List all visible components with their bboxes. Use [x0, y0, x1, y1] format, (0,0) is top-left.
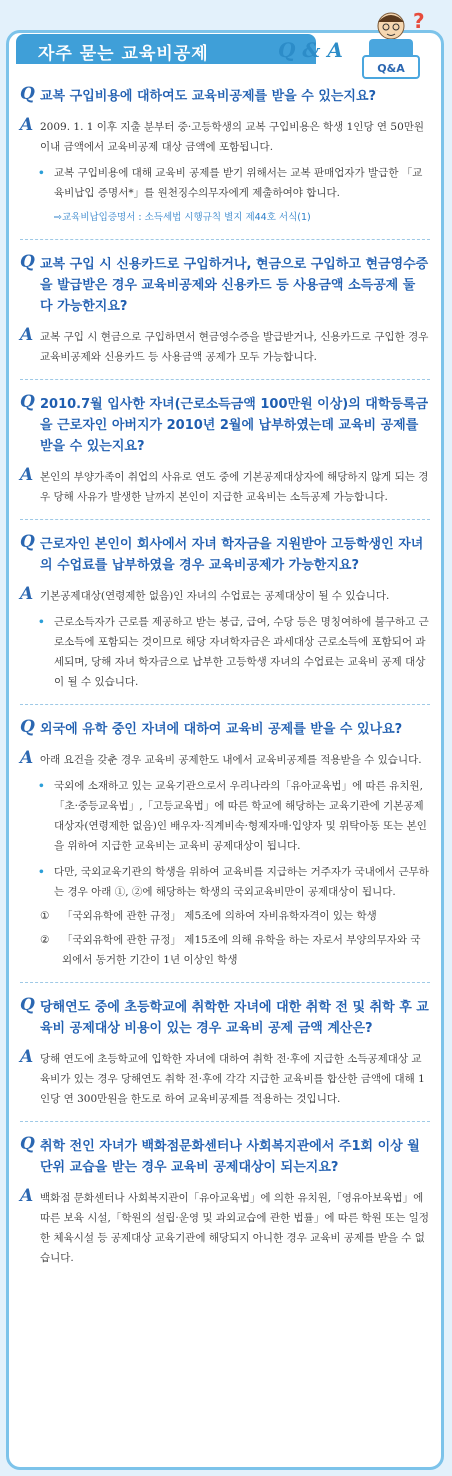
qa-label: Q & A [278, 38, 343, 62]
answer-mark: A [20, 584, 34, 604]
divider [20, 1121, 430, 1122]
answer-row [20, 467, 430, 507]
question-mark: Q [20, 252, 35, 272]
bullet-dot-icon: • [38, 866, 45, 878]
answer-bullet [34, 862, 430, 902]
bullet-dot-icon: • [38, 780, 45, 792]
qa-item [20, 394, 430, 507]
question-mark: Q [20, 995, 35, 1015]
question-mark: Q [20, 84, 35, 104]
qa-item [20, 719, 430, 970]
header-tab [16, 34, 316, 64]
answer-row [20, 117, 430, 157]
question-row [20, 254, 430, 317]
qa-list [20, 86, 430, 1268]
answer-row [20, 1049, 430, 1109]
answer-text: 교복 구입 시 현금으로 구입하면서 현금영수증을 발급받거나, 신용카드로 구입한 경우 교육비공제와 신용카드 등 사용금액 공제가 모두 가능합니다. [40, 331, 429, 363]
qa-item [20, 254, 430, 367]
qa-item [20, 534, 430, 692]
answer-row [20, 586, 430, 606]
answer-bullet [34, 776, 430, 856]
mascot-icon [345, 6, 437, 86]
answer-row [20, 327, 430, 367]
sub-item-text: 「국외유학에 관한 규정」 제5조에 의하여 자비유학자격이 있는 학생 [62, 910, 377, 922]
bullet-text: 교복 구입비용에 대해 교육비 공제를 받기 위해서는 교복 판매업자가 발급한 「교육비납입 증명서*」를 원천징수의무자에게 제출하여야 합니다. [54, 167, 423, 199]
answer-text: 백화점 문화센터나 사회복지관이「유아교육법」에 의한 유치원,「영유아보육법」에 따른 보육 시설,「학원의 설립·운영 및 과외교습에 관한 법률」에 따른 학원 또는 일정한 체육시설 등 공제대상 교육기관에 해당되지 아니한 경우 교육비 공제를 받을 수 없습니다. [40, 1192, 429, 1264]
bullet-text: 국외에 소재하고 있는 교육기관으로서 우리나라의「유아교육법」에 따른 유치원,「초·중등교육법」,「고등교육법」에 따른 학교에 해당하는 교육기관에 기본공제대상자(연령제한 없음)인 배우자·직계비속·형제자매·입양자 및 위탁아동 또는 본인을 위하여 지급한 교육비는 교육비 공제대상이 됩니다. [54, 780, 427, 852]
sub-item [40, 906, 430, 926]
answer-mark: A [20, 465, 34, 485]
answer-mark: A [20, 115, 34, 135]
answer-mark: A [20, 325, 34, 345]
question-text: 외국에 유학 중인 자녀에 대하여 교육비 공제를 받을 수 있나요? [40, 722, 403, 737]
question-text: 취학 전인 자녀가 백화점문화센터나 사회복지관에서 주1회 이상 월단위 교습을 받는 경우 교육비 공제대상이 되는지요? [40, 1139, 420, 1175]
divider [20, 519, 430, 520]
sub-item-number: ① [40, 910, 50, 922]
question-row [20, 534, 430, 576]
sub-item-text: 「국외유학에 관한 규정」 제15조에 의해 유학을 하는 자로서 부양의무자와 국외에서 동거한 기간이 1년 이상인 학생 [62, 934, 421, 966]
qa-item [20, 1136, 430, 1268]
answer-bullet [34, 612, 430, 692]
question-text: 2010.7월 입사한 자녀(근로소득금액 100만원 이상)의 대학등록금을 근로자인 아버지가 2010년 2월에 납부하였는데 교육비 공제를 받을 수 있는지요? [40, 397, 429, 454]
question-row [20, 86, 430, 107]
sub-item-number: ② [40, 934, 50, 946]
qa-item [20, 997, 430, 1109]
question-row [20, 719, 430, 740]
answer-mark: A [20, 748, 34, 768]
question-text: 근로자인 본인이 회사에서 자녀 학자금을 지원받아 고등학생인 자녀의 수업료를 납부하였을 경우 교육비공제가 가능한지요? [40, 537, 424, 573]
answer-text: 아래 요건을 갖춘 경우 교육비 공제한도 내에서 교육비공제를 적용받을 수 있습니다. [40, 754, 422, 766]
answer-text: 당해 연도에 초등학교에 입학한 자녀에 대하여 취학 전·후에 지급한 소득공제대상 교육비가 있는 경우 당해연도 취학 전·후에 각각 지급한 교육비를 합산한 금액에 대해 1인당 연 300만원을 한도로 하여 교육비공제를 적용하는 것입니다. [40, 1053, 425, 1105]
sub-item [40, 930, 430, 970]
answer-row [20, 750, 430, 770]
question-text: 교복 구입 시 신용카드로 구입하거나, 현금으로 구입하고 현금영수증을 발급받은 경우 교육비공제와 신용카드 등 사용금액 소득공제 둘 다 가능한지요? [40, 257, 429, 314]
question-mark: Q [20, 717, 35, 737]
question-text: 당해연도 중에 초등학교에 취학한 자녀에 대한 취학 전 및 취학 후 교육비 공제대상 비용이 있는 경우 교육비 공제 금액 계산은? [40, 1000, 429, 1036]
answer-mark: A [20, 1186, 34, 1206]
note-text: ⇨교육비납입증명서 : 소득세법 시행규칙 별지 제44호 서식(1) [54, 212, 311, 223]
question-text: 교복 구입비용에 대하여도 교육비공제를 받을 수 있는지요? [40, 89, 377, 104]
bullet-text: 다만, 국외교육기관의 학생을 위하여 교육비를 지급하는 거주자가 국내에서 근무하는 경우 아래 ①, ②에 해당하는 학생의 국외교육비만이 공제대상이 됩니다. [54, 866, 429, 898]
answer-bullet [34, 163, 430, 203]
divider [20, 379, 430, 380]
question-mark: Q [20, 1134, 35, 1154]
divider [20, 239, 430, 240]
question-mark: Q [20, 532, 35, 552]
answer-text: 기본공제대상(연령제한 없음)인 자녀의 수업료는 공제대상이 될 수 있습니다. [40, 590, 390, 602]
bullet-text: 근로소득자가 근로를 제공하고 받는 봉급, 급여, 수당 등은 명칭여하에 불구하고 근로소득에 포함되는 것이므로 해당 자녀학자금은 과세대상 근로소득에 포함되어 과세되며, 당해 자녀 학자금으로 납부한 고등학생 자녀의 수업료는 교육비 공제 대상이 될 수 있습니다. [54, 616, 429, 688]
answer-row [20, 1188, 430, 1268]
mascot-sign: Q&A [377, 62, 405, 75]
answer-text: 본인의 부양가족이 취업의 사유로 연도 중에 기본공제대상자에 해당하지 않게 되는 경우 당해 사유가 발생한 날까지 본인이 지급한 교육비는 소득공제 가능합니다. [40, 471, 429, 503]
svg-text:?: ? [413, 9, 425, 33]
divider [20, 704, 430, 705]
question-row [20, 1136, 430, 1178]
answer-mark: A [20, 1047, 34, 1067]
bullet-dot-icon: • [38, 616, 45, 628]
question-mark: Q [20, 392, 35, 412]
bullet-dot-icon: • [38, 167, 45, 179]
answer-text: 2009. 1. 1 이후 지출 분부터 중·고등학생의 교복 구입비용은 학생 1인당 연 50만원 이내 금액에서 교육비공제 대상 금액에 포함됩니다. [40, 121, 425, 153]
question-row [20, 997, 430, 1039]
page-title: 자주 묻는 교육비공제 [38, 44, 209, 64]
divider [20, 982, 430, 983]
question-row [20, 394, 430, 457]
qa-item [20, 86, 430, 227]
